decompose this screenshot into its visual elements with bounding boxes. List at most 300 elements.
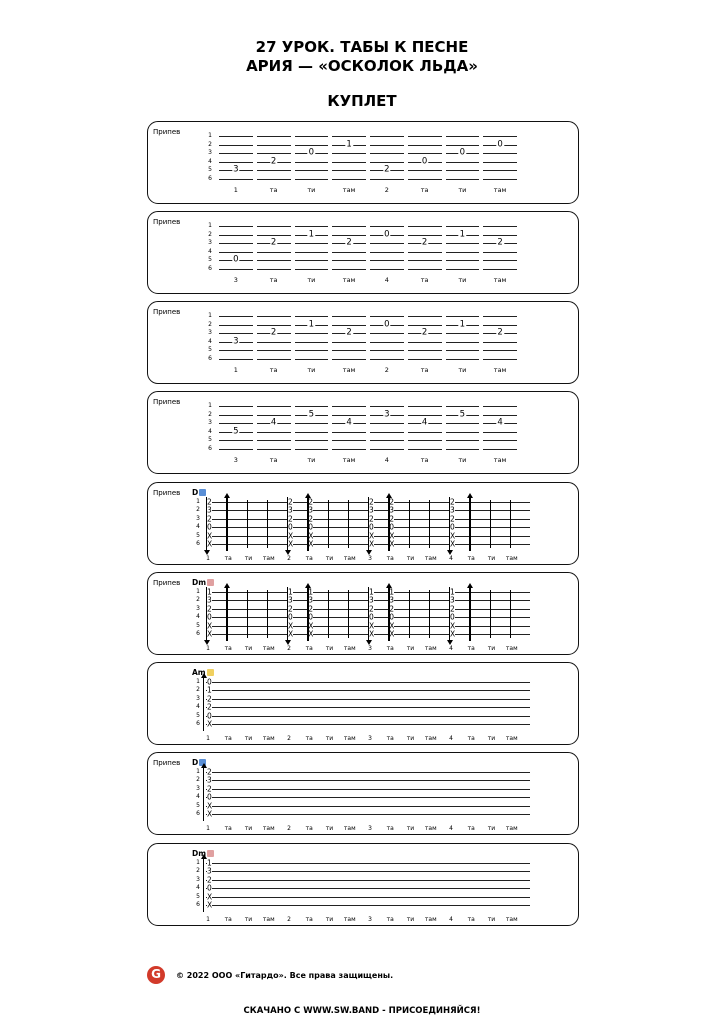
chord-fret-number: X	[207, 621, 213, 631]
tab-string-line	[206, 699, 530, 700]
chord-fret-number: X	[207, 719, 213, 729]
strum-up-arrow-icon	[469, 497, 470, 551]
chord-fret-number: X	[369, 621, 375, 631]
panel-label: Припев	[153, 579, 181, 587]
chord-fret-number: X	[450, 531, 456, 541]
tab-fret-number: 0	[233, 254, 239, 265]
string-number: 6	[196, 630, 200, 637]
tab-string-line	[483, 226, 517, 227]
beat-count: ти	[325, 645, 334, 652]
tab-string-line	[332, 350, 366, 351]
tab-string-line	[370, 252, 404, 253]
tab-string-line	[206, 797, 530, 798]
tab-string-line	[370, 432, 404, 433]
chord-fret-number: 2	[369, 604, 374, 614]
panel-label: Припев	[153, 398, 181, 406]
beat-count: та	[305, 735, 313, 742]
tab-string-line	[257, 415, 291, 416]
tab-string-line	[219, 179, 253, 180]
tab-string-line	[257, 136, 291, 137]
chord-fret-number: 3	[450, 595, 455, 605]
beat-count: там	[262, 916, 275, 923]
beat-count: там	[342, 276, 356, 284]
tab-string-line	[295, 170, 329, 171]
string-number: 6	[208, 265, 212, 272]
tab-string-line	[408, 440, 442, 441]
beat-count: та	[386, 825, 394, 832]
beat-count: та	[269, 456, 278, 464]
string-number: 1	[208, 222, 212, 229]
tab-string-line	[206, 707, 530, 708]
tab-string-line	[219, 423, 253, 424]
chord-fret-number: X	[207, 900, 213, 910]
beat-count: 4	[449, 825, 453, 832]
tab-string-line	[408, 415, 442, 416]
string-number: 2	[208, 140, 212, 148]
tab-string-line	[295, 145, 329, 146]
chord-name	[192, 578, 214, 587]
tab-fret-number: 2	[421, 237, 428, 248]
tab-string-line	[257, 359, 291, 360]
beat-count: там	[493, 366, 507, 374]
tab-fret-number: 5	[459, 409, 466, 420]
beat-count: 2	[287, 825, 291, 832]
string-number: 3	[196, 784, 200, 792]
beat-count: та	[305, 825, 313, 832]
tab-string-line	[408, 235, 442, 236]
tab-string-line	[206, 871, 530, 872]
strum-rest-line	[510, 500, 511, 548]
beat-count: там	[493, 456, 507, 464]
strum-rest-line	[490, 500, 491, 548]
tab-string-line	[257, 269, 291, 270]
beat-count: 2	[384, 186, 389, 194]
beat-count: 1	[233, 366, 238, 374]
tab-string-line	[332, 162, 366, 163]
tab-string-line	[483, 432, 517, 433]
tab-string-line	[408, 179, 442, 180]
beat-count: там	[424, 555, 437, 562]
tab-string-line	[332, 179, 366, 180]
tab-panel	[147, 391, 579, 474]
chord-fret-number: 0	[450, 522, 455, 532]
tab-string-line	[370, 333, 404, 334]
string-number: 4	[196, 703, 200, 711]
tab-string-line	[446, 449, 480, 450]
beat-count: там	[505, 645, 518, 652]
tab-fret-number: 1	[346, 139, 352, 150]
tab-string-line	[206, 789, 530, 790]
tab-string-line	[446, 333, 480, 334]
chord-name	[192, 488, 206, 497]
chord-fret-number: 2	[389, 497, 395, 507]
tab-string-line	[408, 153, 442, 154]
tab-fret-number: 0	[384, 319, 390, 330]
beat-count: там	[424, 825, 437, 832]
chord-fret-number: X	[288, 621, 294, 631]
string-number: 5	[208, 346, 212, 354]
strum-rest-line	[247, 500, 248, 548]
chord-fret-number: X	[207, 892, 213, 902]
chord-fret-number: X	[207, 801, 213, 811]
gitardo-logo-icon	[147, 966, 165, 984]
beat-count: та	[467, 825, 475, 832]
tab-string-line	[370, 406, 404, 407]
chord-diagram-icon[interactable]	[207, 850, 214, 857]
tab-string-line	[257, 226, 291, 227]
strum-up-arrow-icon	[307, 587, 308, 641]
beat-count: 4	[449, 645, 453, 652]
chord-fret-number: 3	[288, 505, 293, 515]
chord-fret-number: 0	[308, 522, 314, 532]
tab-string-line	[219, 136, 253, 137]
beat-count: там	[262, 735, 275, 742]
strum-up-arrow-icon	[388, 587, 389, 641]
tab-fret-number: 5	[233, 426, 239, 437]
string-number: 5	[208, 166, 212, 174]
beat-count: ти	[307, 276, 316, 284]
page-title-line-1: 27 УРОК. ТАБЫ К ПЕСНЕ	[255, 38, 469, 56]
tab-string-line	[483, 406, 517, 407]
tab-fret-number: 2	[346, 237, 352, 248]
tab-string-line	[295, 333, 329, 334]
tab-string-line	[332, 136, 366, 137]
string-number: 2	[208, 320, 212, 328]
string-number: 6	[208, 175, 212, 182]
tab-string-line	[257, 325, 291, 326]
chord-fret-number: 0	[389, 522, 395, 532]
tab-string-line	[295, 252, 329, 253]
beat-count: 4	[384, 456, 389, 464]
string-number: 3	[208, 239, 212, 247]
tab-string-line	[206, 863, 530, 864]
beat-count: ти	[244, 735, 253, 742]
tab-string-line	[219, 226, 253, 227]
chord-fret-number: X	[207, 531, 213, 541]
string-number: 5	[208, 256, 212, 264]
string-number: 1	[208, 312, 212, 319]
tab-fret-number: 0	[459, 147, 466, 158]
panel-label: Припев	[153, 759, 181, 767]
beat-count: 3	[233, 276, 238, 284]
beat-count: 1	[206, 735, 210, 742]
chord-fret-number: 2	[389, 514, 395, 524]
tab-string-line	[483, 342, 517, 343]
beat-count: та	[386, 555, 394, 562]
tab-string-line	[370, 179, 404, 180]
beat-count: та	[224, 645, 232, 652]
tab-string-line	[483, 235, 517, 236]
tab-string-line	[408, 342, 442, 343]
chord-fret-number: 2	[288, 497, 293, 507]
beat-count: ти	[244, 645, 253, 652]
beat-count: ти	[325, 555, 334, 562]
tab-string-line	[408, 260, 442, 261]
tab-string-line	[408, 449, 442, 450]
beat-count: та	[420, 366, 429, 374]
tab-fret-number: 3	[384, 409, 390, 420]
tab-string-line	[370, 243, 404, 244]
chord-diagram-icon[interactable]	[199, 489, 206, 496]
chord-fret-number: 0	[207, 792, 212, 802]
beat-count: там	[505, 735, 518, 742]
tab-string-line	[408, 252, 442, 253]
tab-fret-number: 4	[497, 417, 503, 428]
chord-fret-number: 3	[369, 595, 374, 605]
chord-fret-number: 2	[207, 604, 212, 614]
chord-panel	[147, 843, 579, 926]
tab-string-line	[332, 252, 366, 253]
chord-fret-number: X	[450, 629, 456, 639]
tab-string-line	[206, 888, 530, 889]
tab-string-line	[332, 170, 366, 171]
tab-string-line	[257, 342, 291, 343]
chord-fret-number: 3	[389, 505, 395, 515]
tab-string-line	[408, 136, 442, 137]
beat-count: там	[343, 825, 356, 832]
beat-count: ти	[458, 276, 467, 284]
tab-string-line	[332, 415, 366, 416]
tab-fret-number: 2	[421, 327, 428, 338]
tab-string-line	[219, 269, 253, 270]
chord-fret-number: X	[288, 531, 294, 541]
chord-fret-number: X	[450, 539, 456, 549]
chord-diagram-icon[interactable]	[207, 669, 214, 676]
strum-up-arrow-icon	[203, 858, 204, 912]
tab-string-line	[446, 350, 480, 351]
tab-panel	[147, 211, 579, 294]
tab-string-line	[257, 252, 291, 253]
beat-count: та	[269, 186, 278, 194]
chord-fret-number: 1	[207, 587, 212, 597]
chord-fret-number: 0	[288, 612, 293, 622]
chord-fret-number: 2	[389, 604, 395, 614]
beat-count: та	[224, 916, 232, 923]
string-number: 3	[208, 329, 212, 337]
beat-count: ти	[406, 735, 415, 742]
chord-fret-number: 3	[389, 595, 395, 605]
beat-count: ти	[307, 366, 316, 374]
tab-string-line	[206, 780, 530, 781]
download-footer: СКАЧАНО С WWW.SW.BAND - ПРИСОЕДИНЯЙСЯ!	[243, 1006, 481, 1016]
beat-count: там	[262, 825, 275, 832]
tab-string-line	[295, 440, 329, 441]
tab-string-line	[257, 449, 291, 450]
tab-string-line	[219, 316, 253, 317]
beat-count: там	[262, 645, 275, 652]
tab-string-line	[446, 260, 480, 261]
tab-string-line	[446, 432, 480, 433]
strum-rest-line	[409, 500, 410, 548]
chord-fret-number: 2	[207, 767, 212, 777]
strum-rest-line	[429, 590, 430, 638]
tab-string-line	[206, 897, 530, 898]
tab-fret-number: 3	[233, 336, 239, 347]
chord-diagram-icon[interactable]	[207, 579, 214, 586]
beat-count: там	[505, 825, 518, 832]
tab-string-line	[483, 440, 517, 441]
beat-count: 1	[206, 555, 210, 562]
chord-fret-number: X	[389, 629, 395, 639]
string-number: 4	[208, 157, 212, 165]
tab-string-line	[483, 359, 517, 360]
beat-count: там	[343, 555, 356, 562]
tab-string-line	[206, 806, 530, 807]
tab-string-line	[332, 269, 366, 270]
beat-count: там	[493, 186, 507, 194]
beat-count: 3	[233, 456, 238, 464]
tab-string-line	[219, 162, 253, 163]
tab-string-line	[370, 316, 404, 317]
beat-count: ти	[244, 825, 253, 832]
beat-count: ти	[406, 916, 415, 923]
chord-fret-number: 0	[207, 711, 212, 721]
tab-string-line	[257, 432, 291, 433]
beat-count: ти	[458, 456, 467, 464]
chord-fret-number: 1	[207, 685, 212, 695]
beat-count: ти	[487, 555, 496, 562]
beat-count: ти	[244, 916, 253, 923]
tab-string-line	[370, 145, 404, 146]
chord-fret-number: X	[308, 531, 314, 541]
tab-string-line	[257, 440, 291, 441]
panel-label: Припев	[153, 308, 181, 316]
tab-string-line	[446, 145, 480, 146]
tab-string-line	[408, 406, 442, 407]
chord-panel	[147, 662, 579, 745]
tab-string-line	[257, 406, 291, 407]
chord-fret-number: 0	[207, 883, 212, 893]
tab-string-line	[257, 145, 291, 146]
chord-fret-number: 2	[450, 514, 455, 524]
beat-count: та	[305, 916, 313, 923]
beat-count: та	[269, 366, 278, 374]
string-number: 5	[196, 892, 200, 900]
copyright-text: © 2022 ООО «Гитардо». Все права защищены.	[176, 971, 394, 980]
chord-fret-number: 0	[288, 522, 293, 532]
tab-string-line	[370, 162, 404, 163]
tab-fret-number: 2	[270, 327, 277, 338]
beat-count: ти	[325, 825, 334, 832]
string-number: 2	[208, 230, 212, 238]
tab-string-line	[295, 260, 329, 261]
tab-string-line	[332, 325, 366, 326]
chord-fret-number: 1	[207, 858, 212, 868]
strum-down-arrow-icon	[368, 497, 369, 551]
chord-panel	[147, 752, 579, 835]
beat-count: 1	[206, 645, 210, 652]
tab-fret-number: 4	[421, 417, 428, 428]
strum-rest-line	[247, 590, 248, 638]
beat-count: та	[224, 735, 232, 742]
chord-fret-number: 0	[389, 612, 395, 622]
tab-string-line	[446, 179, 480, 180]
tab-string-line	[408, 432, 442, 433]
string-number: 2	[196, 596, 200, 604]
strum-up-arrow-icon	[307, 497, 308, 551]
beat-count: та	[305, 555, 313, 562]
string-number: 6	[208, 445, 212, 452]
beat-count: ти	[307, 456, 316, 464]
tab-string-line	[408, 170, 442, 171]
tab-string-line	[295, 162, 329, 163]
tab-string-line	[370, 136, 404, 137]
chord-fret-number: 2	[369, 514, 374, 524]
chord-fret-number: 3	[207, 505, 212, 515]
tab-string-line	[483, 153, 517, 154]
tab-string-line	[332, 449, 366, 450]
beat-count: там	[342, 366, 356, 374]
tab-string-line	[370, 423, 404, 424]
beat-count: ти	[406, 645, 415, 652]
chord-fret-number: 2	[369, 497, 374, 507]
tab-string-line	[295, 316, 329, 317]
tab-string-line	[370, 350, 404, 351]
tab-string-line	[446, 269, 480, 270]
chord-name-text: D	[192, 758, 199, 767]
strum-down-arrow-icon	[449, 497, 450, 551]
tab-string-line	[219, 350, 253, 351]
string-number: 6	[196, 540, 200, 547]
chord-name-text: D	[192, 488, 199, 497]
beat-count: там	[493, 276, 507, 284]
tab-panel	[147, 121, 579, 204]
tab-string-line	[295, 350, 329, 351]
beat-count: 4	[449, 555, 453, 562]
tab-string-line	[446, 316, 480, 317]
beat-count: ти	[325, 735, 334, 742]
strum-rest-line	[328, 590, 329, 638]
string-number: 1	[196, 859, 200, 866]
tab-fret-number: 2	[497, 237, 503, 248]
string-number: 1	[196, 588, 200, 595]
chord-fret-number: 0	[207, 522, 212, 532]
tab-string-line	[257, 153, 291, 154]
beat-count: 1	[206, 916, 210, 923]
beat-count: ти	[487, 645, 496, 652]
beat-count: там	[424, 645, 437, 652]
tab-string-line	[257, 350, 291, 351]
chord-fret-number: X	[389, 621, 395, 631]
strum-rest-line	[328, 500, 329, 548]
beat-count: там	[342, 186, 356, 194]
tab-string-line	[332, 316, 366, 317]
panel-label: Припев	[153, 489, 181, 497]
string-number: 6	[196, 720, 200, 727]
tab-string-line	[446, 342, 480, 343]
string-number: 6	[196, 901, 200, 908]
tab-string-line	[483, 269, 517, 270]
beat-count: там	[343, 645, 356, 652]
tab-string-line	[257, 316, 291, 317]
string-number: 5	[196, 711, 200, 719]
tab-string-line	[219, 145, 253, 146]
tab-fret-number: 1	[459, 229, 466, 240]
chord-fret-number: X	[450, 621, 456, 631]
chord-fret-number: 2	[207, 514, 212, 524]
tab-string-line	[257, 235, 291, 236]
string-number: 5	[196, 621, 200, 629]
chord-fret-number: 3	[207, 595, 212, 605]
beat-count: та	[224, 555, 232, 562]
tab-string-line	[332, 235, 366, 236]
tab-string-line	[370, 260, 404, 261]
chord-fret-number: X	[308, 539, 314, 549]
tab-string-line	[483, 252, 517, 253]
string-number: 2	[196, 686, 200, 694]
chord-fret-number: 0	[450, 612, 455, 622]
beat-count: 1	[233, 186, 238, 194]
